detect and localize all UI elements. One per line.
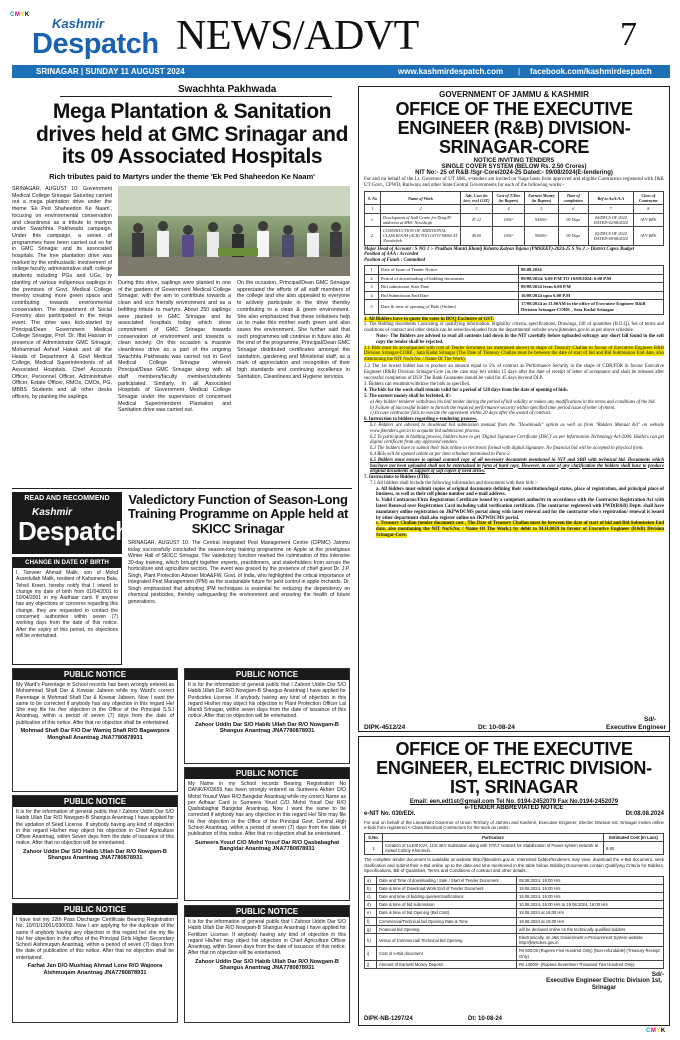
cell: 3: [365, 283, 379, 292]
clause-4: 4. The bids for the work shall remain valid for a period of 120 days from the date of opening of bids.: [364, 388, 569, 394]
cell: 94300/-: [525, 213, 558, 226]
clause-6-1: 6.1 Bidders are advised to download bid submission manual from the "Downloads" option as well as from "Bidders Manual Kit" on website www.jktenders.gov.in to acquaint bid submission process.: [370, 422, 664, 434]
tender2-signatory: Executive Engineer Electric Division 1st, Srinagar: [546, 978, 662, 992]
cell: 2: [365, 274, 379, 283]
masthead-logo: [22, 14, 162, 62]
notice-title: PUBLIC NOTICE: [13, 904, 177, 915]
clause-7c: [364, 521, 664, 538]
left-divider: [12, 488, 352, 489]
story1-col3-text: On the occasion, Principal/Dean GMC Srinagar appreciated the efforts of all staff members of the college and she also appealed to everyone to actively participate in the drive thereby contributing to a clean & green environment. She also emphasized that these initiatives help us to make this mother earth green and also saves the environment. She further said that such programmes will continue in future also. At the end of the programme, Principal/Dean GMC Srinagar distributed certificates amongst the sanitation, gardening and Ministerial staff, as a mark of appreciation and recognition of their high standards and continuing excellence in Sanitation, Cleanliness and Hygiene services.: [237, 280, 350, 380]
table-row: [365, 909, 664, 917]
idx: 2: [381, 205, 461, 213]
cell: Creation of 1x100 KVA, 11/0.4KV Substation along with HT/LT network for Stabilization of Power system network at Awtad Colony Khonmuh.: [383, 842, 604, 855]
clause-2-2: 2.2 The 1st lowest bidder has to produce an amount equal to 5% of contract as Performance Security in the shape of CDR/FDR in favour Executive Engineer (R&B) Division Srinagar-Core (as the case may be) within 15 days after the date of receipt of letter of acceptance and shall be released after successful completion of DLP. The Bank Guarantee should be valid for 45 days beyond DLP.: [364, 363, 664, 381]
story1-column-3: [237, 280, 350, 486]
public-notice-1: [12, 668, 178, 792]
cell: Development of Stall Centre for Drug/IV addiction at MHC Nowshegh: [381, 213, 461, 226]
tender2-dipk: DIPK-NB-1297/24: [364, 1016, 413, 1022]
cell: Date & time of Download Work End of Tender Document: [377, 884, 517, 892]
cell: 19.08.2024, 16:00 Hrs: [517, 893, 664, 901]
story1-subhead: Rich tributes paid to Martyrs under the theme 'Ek Ped Shaheedon Ke Naam': [49, 172, 315, 181]
cell: i): [365, 947, 377, 960]
tender1-nit: NIT No:- 25 of R&B /Sgr-Core/2024-25 Dated:- 09/08/2024(E-tendering): [415, 170, 613, 176]
idx: 8: [633, 205, 663, 213]
cell: Date & time of bid Opening (Bid Cost): [377, 909, 517, 917]
story1-kicker: Swachhta Pakhwada: [178, 84, 277, 95]
th-time: Time of completion: [558, 192, 588, 205]
cell: 08.08.2024, 16:00 Hrs: [517, 876, 664, 884]
tender1-head: Major Head of Account : S NO 1 :- Pradhan Mantri Khanij Kshetra Kalyan Yojana (PMKKKY)-2024-25 S No 2 :- District Capex Budget: [364, 246, 635, 252]
idx: 7: [588, 205, 633, 213]
cell: 1100/-: [492, 213, 524, 226]
cell: h): [365, 934, 377, 947]
table-row: [365, 893, 664, 901]
cell: 09/08/2024: 6.00 P.M TO 16/08/2024: 6.00 P.M: [519, 274, 664, 283]
clause-6-2: 6.2 To participate in bidding process, bidders have to get 'Digital Signature Certificate (DSC)' as per Information Technology Act-2000. Bidders can get digital certificate from any approved vendors.: [370, 434, 664, 446]
cell: Electronically, on J&K Government e-Procurement System website http://jktenders.gov.in: [517, 934, 664, 947]
th-cost: Adv. Cost (in lacs, excl GST): [461, 192, 493, 205]
cell: Period of downloading of bidding documents: [379, 274, 519, 283]
cell: 19.08.2024 at 16:00 Hrs: [517, 909, 664, 917]
tender2-contact: Email: een.edl1st@gmail.com Tel No. 0194-2452079 Fax No.0194-2452079: [409, 799, 619, 805]
public-notice-3: [12, 795, 178, 899]
notice-body: My Ward's Parentage in School records has been wrongly entered as Mohammad Shafi Dar & Kowsar Jabeen while my Ward's correct Parentage is Mohmad Shafi Dar & Kowsar Jabeen. Now I want the same to be corrected if anybody has any objection in this regard He/ She may file his /her objection in the Office of the Principal S.S.I Anantnag, within a period of seven (7) days from the date of publication of this notice. After that no objection shall be entertained.: [16, 682, 174, 726]
notice-signature: Sumeera Yosuf C/O Mohd Yosuf Dar R/O Qasbabaghat Bangidar Anantnag JNA7780878931: [194, 839, 340, 853]
bar-separator: |: [518, 67, 521, 76]
cell: CONSTRUCTION OF ADDITIONAL CLASS ROOM (ACR) TOO GOVT BHSS AT Nowshehrh: [381, 227, 461, 246]
story2-headline: Valedictory Function of Season-Long Training Programme on Apple held at SKICC Srinagar: [127, 492, 349, 536]
table-row: [365, 283, 664, 292]
clause-6-5: 6.5 Bidders must ensure to upload scanned copy of all necessary documents mentioned in NIT and SBD with technical bid. Documents which has/have not been uploaded shall not be entertained in form of hard copy. However, in case of any clarification the bidders shall have to produce original documents in support of soft copies if need arises.: [370, 457, 664, 475]
cell: 1.: [365, 213, 381, 226]
story2-body: [128, 540, 350, 664]
clause-7c-text: c. Treasury Challan (tender document cost , The Date of Treasury Challan must be between the date of start of bid and Bid Submission End date, also mentioning the NIT No/S.No. / Name Of The Work.) by debit to M.H.0059 in favour of Executive Engineer (R&B) Division Srinagar-Core.: [376, 521, 664, 539]
logo-kashmir: Kashmir: [52, 16, 105, 31]
page-number: 7: [620, 16, 637, 53]
table-row: [365, 213, 664, 226]
table-row: [365, 960, 664, 968]
tender1-intro: For and on behalf of the Lt. Governor of UT J&K, e-tenders are invited on %age basis from approved and eligible Contractors registered with J&K UT Govt., CPWD, Railways and other State/Central Governments for each of the following works:-: [364, 177, 664, 188]
cell: Date and Time of downloading / Sale / Start of Tender Document: [377, 876, 517, 884]
cell: 1100/-: [492, 227, 524, 246]
notice-signature: Mohmad Shafi Dar F/O Dar Wamiq Shafi R/O Bagawpora Monghall Anantnag JNA7780878931: [20, 728, 170, 741]
cell: Financial bid Opening: [377, 925, 517, 933]
notice-signature: Zahoor Uddin Dar S/O Habib Ullah Dar R/O Nowgam-B Shangus Anantnag JNA7780878931: [195, 958, 339, 972]
cell: Date & time of opening of Bids (Online): [379, 300, 519, 314]
tender2-box: [358, 736, 670, 1026]
cell: AVV BEE: [633, 213, 663, 226]
cell: c): [365, 893, 377, 901]
cell: Bid submission Start Date: [379, 283, 519, 292]
notice-title: PUBLIC NOTICE: [185, 768, 349, 779]
table-row: [365, 227, 664, 246]
idx: 6: [558, 205, 588, 213]
notice-body: It is for the information of general public that I Zahoor Uddin Dar S/O Habib Ullah Dar R/O Nowgam-B Shangus Anantnag I have applied for the updation of Seed License. If anybody having any kind of objection in this regard His/her may object his objection in Chief Agriculture Officer Anantnag, within Seven days from the date of issuance of this notice. After that no objection will be entertained.: [16, 809, 174, 847]
cell: 6.50: [604, 842, 664, 855]
cell: 90 Days: [558, 227, 588, 246]
notice-signature: Farhat Jan D/O Mushtaq Ahmad Lone R/O Wajoora Aishmuqam Anantnag JNA7780878931: [27, 963, 163, 976]
dob-title: CHANGE IN DATE OF BIRTH: [13, 558, 121, 568]
clause-2-1-text: 2.1 Bids must be accompanied with cost of Tender document (as mentioned above) in shape of Treasury Challan in favour of Executive Engineer R&B Division Srinagar-CORE , Sata Kadal Srinagar (The Date of Treasury Challan must be between the date of start of bid and Bid Submission End date, also mentioning the NIT No/S.No. / Name Of The Work).: [364, 345, 664, 363]
tender1-sd: Sd/-: [644, 716, 657, 723]
tender1-aaa: Position of AAA : Accorded: [364, 252, 419, 258]
cell: 17/08/2024 at 11.00AM in the office of Executive Engineer R&B Division Srinagar-CORE , Sata Kadal Srinagar: [519, 300, 664, 314]
masthead-bar: [12, 65, 670, 78]
cell: f): [365, 917, 377, 925]
tender1-sub2: SINGLE COVER SYSTEM (BELOW Rs. 2.50 Crores): [441, 164, 587, 170]
clause-7a: a. All bidders must submit copies of original documents defining their constitution/legal status, place of registration, and principal place of business, as well as their cell phone number and e-mail address.: [376, 486, 664, 498]
public-notice-4: [184, 767, 350, 901]
cell: 48.00: [461, 227, 493, 246]
tender2-office: OFFICE OF THE EXECUTIVE ENGINEER, ELECTRIC DIVISION- IST, SRINAGAR: [376, 739, 652, 797]
table-row: [365, 842, 664, 855]
cell: g): [365, 925, 377, 933]
notice-title: PUBLIC NOTICE: [13, 796, 177, 807]
public-notice-5: [12, 903, 178, 1023]
cell: b): [365, 884, 377, 892]
clause-2-1: [364, 346, 664, 363]
clause-6-3: 6.3 The bidders have to submit their bids online in electronic format with digital Signature. No financial bid will be accepted in physical form.: [370, 446, 644, 452]
tender1-clauses: [364, 317, 664, 539]
cell: Date & time of bid submission: [377, 901, 517, 909]
cell: 1: [365, 842, 383, 855]
table-row: [365, 884, 664, 892]
th-sno: S.No.: [365, 833, 383, 841]
tender1-funds: Position of Funds : Committed: [364, 258, 426, 264]
tender1-gov: GOVERNMENT OF JAMMU & KASHMIR: [439, 90, 589, 99]
clause-6: 6. Instruction to bidders regarding e-tendering process.: [364, 417, 478, 423]
notice-body: It is for the information of general public that I Zahoor Uddin Dar S/O Habib Ullah Dar R/O Nowgam-B Shangus Anantnag I have applied for Fertilizer License. If anybody having any kind of objection in this regard His/her may object his objection in Chief Agriculture Officer Anantnag, within Seven days from the date of issuance of this notice. After that no objection will be entertained.: [188, 919, 346, 957]
notice-title: PUBLIC NOTICE: [185, 669, 349, 680]
tender1-box: [358, 86, 670, 732]
clause-7b: b. Valid Contractor/Firm Registration Certificate issued by a competent authority in accordance with the Contractor Registration Act with latest Renewal over Registration Card including valid verification certificate. (The contractor registered with PWD(R&B) Deptt. shall have mandatory online registration on JKPWDCMS portal along with latest renewal and for the contractor who's registration/ renewal is issued by other department shall also register online on JKPWDCMS portal.: [376, 498, 664, 521]
tender2-sd: Sd/-: [651, 971, 664, 979]
cell: 10.08.2024, 16:00 Hrs to 19.08.2024, 16:00 Hrs: [517, 901, 664, 909]
cell: j): [365, 960, 377, 968]
cell: 1: [365, 266, 379, 275]
tender2-work-table: [364, 833, 664, 856]
cell: Bid Submission End Date: [379, 291, 519, 300]
story1-column-2: [118, 280, 231, 486]
cell: 90 Days: [558, 213, 588, 226]
tender2-date: Dt:08.08.2024: [625, 811, 664, 817]
cell: 5: [365, 300, 379, 314]
cell: Date of Issue of Tender Notice: [379, 266, 519, 275]
cmyk-mark-bottom: CMYK: [646, 1028, 666, 1034]
table-row: [365, 274, 664, 283]
cell: Amount of Earnest Money Deposit: [377, 960, 517, 968]
public-notice-2: [184, 668, 350, 764]
promo-box: [12, 492, 131, 554]
cell: 96000/-: [525, 227, 558, 246]
th-class: Class of Contractor: [633, 192, 663, 205]
dateline: SRINAGAR | SUNDAY 11 AUGUST 2024: [36, 67, 185, 76]
idx: 3: [461, 205, 493, 213]
th-cost: Estimated Cost (In Lacs): [604, 833, 664, 841]
cell: 16/08/2024 upto 6.00 P.M: [519, 291, 664, 300]
tender1-works-table: [364, 191, 664, 246]
promo-line: READ AND RECOMMEND: [24, 495, 110, 502]
clause-5c: c) In case contractor fails to execute the agreement within 20 days after the award of contract.: [370, 411, 552, 417]
story1-col2-text: During this drive, saplings were planted in one of the gardens of Government Medical College Srinagar, with the aim to contribute towards a clean and eco friendly environment and as a befitting tribute to martyrs. About 250 saplings were planted in GMC Srinagar and its associated hospitals today which show commitment of GMC Srinagar towards conservation of environment and towards a clean society. On this occasion a massive cleanliness drive as a part of the ongoing Swachhta Pakhwada was carried out in Govt Medical College Srinagar wherein Principal/Dean GMC Srinagar along with all staff members/faculty members/students participated. Similarly, in all Associated Hospitals of Government Medical College Srinagar under the supervision of concerned Medical Superintendent Plantation and Sanitation drive was carried out.: [118, 280, 231, 414]
dob-body: I, Tanveer Ahmad Malik, son of Mohd Assedullah Malik, resident of Kahamera Bala, Tehsil Kreeri, hereby notify that I intend to change my date of birth from 01/04/2001 to 10/04/2001 in my Aadhaar card. If anyone has any objections or concerns regarding this change, they are requested to contact the concerned authorities within seven (7) working days from the date of this notice. After the expiry of this period, no objections will be entertained.: [16, 570, 118, 639]
table-index-row: [365, 205, 664, 213]
logo-despatch: Despatch: [32, 28, 159, 60]
th-emd: Earnest Money (in Rupees): [525, 192, 558, 205]
story1-photo: [118, 186, 350, 276]
public-notice-6: [184, 905, 350, 1023]
clause-7: 7. Instructions to Bidders (ITB).: [364, 475, 430, 481]
table-row: [365, 925, 664, 933]
cell: e): [365, 909, 377, 917]
tender1-dipk: DIPK-4512/24: [364, 724, 406, 731]
tender2-para: The complete tender document is available at website http://jktenders.gov.in. Interested bidder/tenderers may view, download the e-Bid document, seek clarification and submit their e-Bid online up to the date and time mentioned in the table below. Bidding Documents contain Qualifying Criteria for Bidders, Specifications, Bill of Quantities, Terms and Conditions of contract and other details.: [364, 857, 664, 874]
idx: 4: [492, 205, 524, 213]
table-row: [365, 266, 664, 275]
cell: d): [365, 901, 377, 909]
tender1-signatory: Executive Engineer: [606, 724, 666, 731]
cell: Rs 500.00 (Rupees Five Hundred Only) (Non-refundable) (Treasury Receipt Only): [517, 947, 664, 960]
cell: Date and time of bidding queries/clarifications: [377, 893, 517, 901]
cell: 2.: [365, 227, 381, 246]
clause-5: 5. The earnest money shall be forfeited, if:-: [364, 393, 452, 399]
people-photo-icon: [118, 186, 350, 276]
tender1-office: OFFICE OF THE EXECUTIVE ENGINEER (R&B) DIVISION-SRINAGAR-CORE: [395, 99, 633, 157]
cell: will be declared online on the technically qualified bidders: [517, 925, 664, 933]
notice-title: PUBLIC NOTICE: [185, 906, 349, 917]
notice-body: My Name in my School records Bearing Registration No DANK/F/03659 has been wrongly entered as Sumeera Akhter D/O Mohd Yousuf Wani R/O Bangidar Anantnag while my correct Name as per Adhaar Card is Sumeera Yousf C/O Mohd Yousf Dar R/O Qasbabaghat Bangidar Anantnag. Now I want the same to be corrected if anybody has any objection in this regard He/ She may file his /her objection in the Office of the Principal Govt. Central High School Anantnag, within a period of seven (7) days from the date of publication of this notice. After that no objection shall be entertained.: [188, 781, 346, 838]
clause-5b: b) Failure of Successful bidder to furnish the required performance security within specified time period issue of letter of intent.: [370, 405, 616, 411]
cell: 4: [365, 291, 379, 300]
cell: 04/DECS OF 2024 DATED-02/08/2024: [588, 213, 633, 226]
notice-body: I have lost my 12th Pass Discharge Certificate Bearing Registration No. 10/01/13001/030003. Now I am applying for the duplicate of the same if anybody having any objection in this regard he/ she my file his/ her objection in the office of the Principal Girls Higher Secondary School Aishmuqam Anantnag, within a period of seven (7) days from the date of publication of this notice. After that no objection shall be entertained.: [16, 917, 174, 961]
story1-column-1: [12, 186, 112, 486]
table-row: [365, 917, 664, 925]
th-tdoc: Cost of T/Doc (in Rupees): [492, 192, 524, 205]
clause-1-text: 1. All Bidders have to quote the rates in BOQ Exclusive of GST.: [364, 316, 494, 322]
clause-6-4: 6.4 Bids will be opened online as per time schedule mentioned in Para-2.: [370, 451, 511, 457]
cell: 47.12: [461, 213, 493, 226]
story1-headline: Mega Plantation & Sanitation drives held at GMC Srinagar and its 09 Associated Hospitals: [36, 100, 349, 168]
tender2-nit-row: [364, 811, 664, 820]
th-work: Name of Work: [381, 192, 461, 205]
kicker-rule: [60, 96, 332, 97]
table-row: [365, 300, 664, 314]
th-sno: S. No: [365, 192, 381, 205]
note: Note:- The Bidders are advised to read all contents laid down in the NIT carefully before uploaded softcopy any short fall found in the soft copy the tender shall be rejected.: [376, 333, 664, 345]
table-row: [365, 876, 664, 884]
cell: 19.08.2024 at 16:00 Hrs: [517, 917, 664, 925]
section-title: NEWS/ADVT: [176, 13, 419, 59]
tender2-intro: For and on behalf of the Lieutenant Governor of Union Territory of Jammu and Kashmir, Executive Engineer, Electric Division-1st, Srinagar invites online e-bids from registered A-Class Electrical Contractors for the work as under:: [364, 820, 664, 831]
cell: 19.08.2024, 16:00 Hrs: [517, 884, 664, 892]
cell: a): [365, 876, 377, 884]
clause-5a: a) Any bidder/ tenderer withdraws his bid/ tender during the period of bid validity or makes any modifications in the terms and conditions of the bid.: [370, 399, 656, 405]
promo-kashmir: Kashmir: [32, 507, 73, 518]
clause-2: 2. The Bidding documents Consisting of qualifying information, eligibility criteria, specifications, Drawings, bill of quantities (B.O.Q), Set of terms and conditions of contract and other details can be seen/downloaded from the departmental website www.jktenders.gov.in as per above schedule.: [364, 322, 664, 334]
notice-body: It is for the information of general public that I Zahoor Uddin Dar S/O Habib Ullah Dar R/O Nowgam-B Shangus Anantnag I have applied for Pesticides License. If anybody having any kind of objection in this regard His/her may object his objection in Plant Protection Officer Lal Mandi Srinagar, within seven days from the date of issuance of this notice. After that no objection will be entertained.: [188, 682, 346, 720]
notice-signature: Zahoor Uddin Dar S/O Habib Ullah Dar R/O Nowgam-B Shangus Anantnag JNA7780878931: [23, 848, 167, 862]
cell: 05/DECS OF 2024 DATED-09/08/2024: [588, 227, 633, 246]
th-ref: Ref to AoA/A.A: [588, 192, 633, 205]
tender2-title: e-TENDER ABBREVIATED NOTICE: [464, 805, 564, 811]
tender2-nit: e-NIT No. 030/EDI.: [364, 811, 416, 817]
cell: Cost of e-Bid document: [377, 947, 517, 960]
cell: 09/08/2024 from 6.00 P.M: [519, 283, 664, 292]
cell: Commercial/Technical bid Opening Date & Time: [377, 917, 517, 925]
table-header-row: [365, 833, 664, 841]
table-row: [365, 901, 664, 909]
tender2-schedule-table: [364, 876, 664, 969]
cell: AVV BEE: [633, 227, 663, 246]
story2-text: SRINAGAR, AUGUST 10: The Central Integrated Pest Management Centre (CIPMC) Jammu today successfully concluded the season-long training programme on Apple at the prestigious Winter Hall of SKICC Srinagar. The valedictory function marked the culmination of this intensive 30-day training, which brought together experts, practitioners, and stakeholders from across the horticulture and agriculture sectors. The event was graced by the presence of chief guest Dr. J.P. Singh, Plant Protection Adviser MoA&FW, Govt. of India, who highlighted the critical importance of Integrated Pest Management (IPM) as the sustainable future for pest control in apple orchards. Dr. Singh emphasized that adopting IPM techniques is essential for reducing the dependency on chemical pesticides, thereby safeguarding the environment and ensuring the health of future generations.: [128, 540, 350, 605]
tender2-date-foot: Dt: 10-08-24: [468, 1016, 503, 1022]
table-row: [365, 291, 664, 300]
promo-despatch: Despatch: [18, 516, 131, 546]
notice-signature: Zahoor Uddin Dar S/O Habib Ullah Dar R/O Nowgam-B Shangus Anantnag JNA7780878931: [195, 721, 339, 735]
tender1-date: Dt: 10-08-24: [478, 724, 515, 731]
tender1-sub1: NOTICE INVITING TENDERS: [473, 158, 555, 164]
notice-title: PUBLIC NOTICE: [13, 669, 177, 680]
cell: Venue of Commercial/ Technical bid Opening: [377, 934, 517, 947]
cell: 09.08.2024: [519, 266, 664, 275]
table-row: [365, 947, 664, 960]
facebook-link[interactable]: facebook.com/kashmirdespatch: [530, 67, 652, 76]
idx: 5: [525, 205, 558, 213]
table-header-row: [365, 192, 664, 205]
idx: 1: [365, 205, 381, 213]
table-row: [365, 934, 664, 947]
clause-3: 3. Bidders can resubmit/withdraw the bids as specified.: [364, 382, 471, 388]
clause-7-1: 7.1 All bidders shall include the following information and documents with their bids :-: [370, 480, 538, 486]
th-particulars: Particulars: [383, 833, 604, 841]
website-link[interactable]: www.kashmirdespatch.com: [398, 67, 504, 76]
dob-box: [12, 557, 122, 665]
tender1-schedule-table: [364, 265, 664, 315]
story1-col1-text: SRINAGAR, AUGUST 10: Government Medical College Srinagar Saturday carried out a mega plantation drive under the theme 'Ek Ped Shaheedon Ke Naam', focusing on environmental conservation and cleanliness as a tribute to martyrs under Swachhta Pakhwada campaign. Under this campaign, a series of programmes have been carried out so far in GMC Srinagar and its associated hospitals. The tree plantation drive was marked by the enthusiastic involvement of college faculty, administrative staff, college students including PGs and UGs, by planting of various indigenous saplings in the premises of Govt. Medical College thereby creating more green space and contributing towards environmental conservation. The department of Social Forestry also participated in the mega event. The drive was kick-started by Principal/Dean Government Medical College Srinagar, Prof. Dr. Iffat Hassan in presence of Administrator GMC Srinagar, Mohammad Ashraf Hakak and all the Heads of Department & Govt Medical College, Medical Superintendents of all Associated Hospitals, Chief Accounts Officer, Personnel Officer, Administrative Officer, Estate Officer, RMOs, CMOs, PG, MBBS Students and all other desks officers, by planting the saplings.: [12, 186, 112, 400]
cell: Rs 13000/- (Rupees Seventeen Thousand Two Hundred Only): [517, 960, 664, 968]
cmyk-mark-top: CMYK: [10, 12, 30, 18]
